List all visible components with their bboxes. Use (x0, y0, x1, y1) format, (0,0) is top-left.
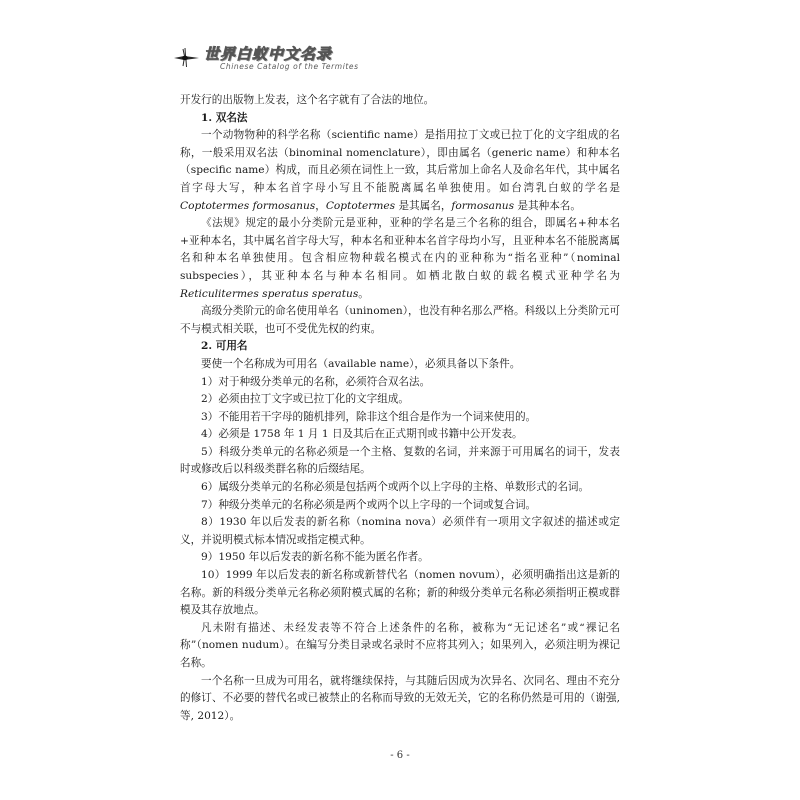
paragraph-binomial-2: 《法规》规定的最小分类阶元是亚种，亚种的学名是三个名称的组合，即属名+种本名+亚种本名，其中属名首字母大写，种本名和亚种本名首字母均小写，且亚种本名不能脱离属名和种本名单独使用。包含相应物种载名模式在内的亚种称为“指名亚种”（nominal subspecies），其亚种本名与种本名相同。如栖北散白蚁的载名模式亚种学名为 Reticulitermes speratus speratus。 (180, 217, 620, 300)
list-item: 6）属级分类单元的名称必须是包括两个或两个以上字母的主格、单数形式的名词。 (201, 481, 590, 494)
list-item: 5）科级分类单元的名称必须是一个主格、复数的名词，并来源于可用属名的词干，发表时或修改后以科级类群名称的后缀结尾。 (180, 445, 620, 476)
list-item: 7）种级分类单元的名称必须是两个或两个以上字母的一个词或复合词。 (201, 498, 537, 511)
page-number: - 6 - (390, 750, 410, 761)
termite-silhouette-icon (172, 46, 200, 68)
catalog-subtitle: Chinese Catalog of the Termites (220, 62, 359, 71)
paragraph-intro: 开发行的出版物上发表，这个名字就有了合法的地位。 (180, 94, 435, 106)
list-item: 2）必须由拉丁文字或已拉丁化的文字组成。 (201, 393, 410, 406)
list-item: 10）1999 年以后发表的新名称或新替代名（nomen novum），必须明确指出这是新的名称。新的科级分类单元名称必须附模式属的名称；新的种级分类单元名称必须指明正模或群模及其存放地点。 (180, 569, 620, 617)
paragraph-nomen-nudum: 凡未附有描述、未经发表等不符合上述条件的名称，被称为“无记述名”或“裸记名称”（nomen nudum）。在编写分类目录或名录时不应将其列入；如果列入，必须注明为裸记名称。 (180, 621, 620, 669)
section-heading-binomial: 1. 双名法 (201, 111, 248, 124)
list-item: 3）不能用若干字母的随机排列，除非这个组合是作为一个词来使用的。 (201, 410, 537, 423)
paragraph-closing: 一个名称一旦成为可用名，就将继续保持，与其随后因成为次异名、次同名、理由不充分的修订、不必要的替代名或已被禁止的名称而导致的无效无关，它的名称仍然是可用的（谢强, 等, 2012）。 (180, 674, 620, 722)
list-item: 8）1930 年以后发表的新名称（nomina nova）必须伴有一项用文字叙述的描述或定义，并说明模式标本情况或指定模式种。 (180, 516, 620, 546)
list-item: 1）对于种级分类单元的名称，必须符合双名法。 (201, 375, 431, 388)
list-item: 4）必须是 1758 年 1 月 1 日及其后在正式期刊或书籍中公开发表。 (201, 428, 523, 441)
catalog-title: 世界白蚁中文名录 (204, 45, 333, 63)
paragraph-binomial-1: 一个动物物种的科学名称（scientific name）是指用拉丁文或已拉丁化的文字组成的名称，一般采用双名法（binominal nomenclature），即由属名（generic name）和种本名（specific name）构成，而且必须在词性上一致，其后常加上命名人及命名年代，其中属名首字母大写，种本名首字母小写且不能脱离属名单独使用。如台湾乳白蚁的学名是 Coptotermes formosanus，Coptotermes 是其属名，formosanus 是其种本名。 (180, 129, 620, 212)
running-header (172, 38, 472, 78)
list-item: 9）1950 年以后发表的新名称不能为匿名作者。 (201, 551, 429, 564)
section-heading-available-name: 2. 可用名 (201, 340, 248, 353)
page-body (180, 92, 620, 725)
paragraph-available-intro: 要使一个名称成为可用名（available name），必须具备以下条件。 (201, 357, 521, 370)
paragraph-binomial-3: 高级分类阶元的命名使用单名（uninomen），也没有种名那么严格。科级以上分类阶元可不与模式相关联，也可不受优先权的约束。 (180, 305, 620, 335)
